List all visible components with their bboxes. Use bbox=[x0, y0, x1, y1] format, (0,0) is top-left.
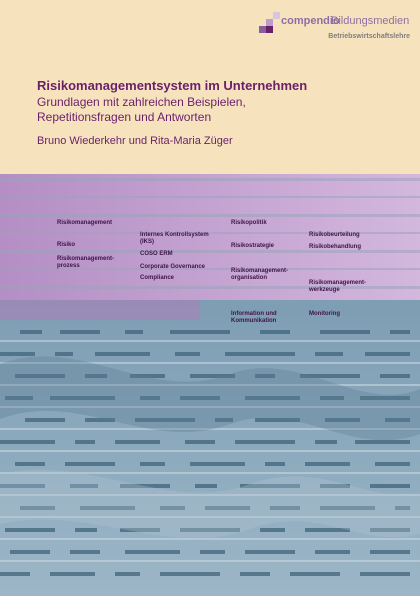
term-risikobehandlung: Risikobehandlung bbox=[309, 244, 362, 250]
subtitle-line-2: Repetitionsfragen und Antworten bbox=[37, 110, 212, 124]
term-monitoring: Monitoring bbox=[309, 311, 340, 317]
term-compliance: Compliance bbox=[140, 275, 175, 281]
term-risikomanagementwerkzeuge-line2: werkzeuge bbox=[309, 287, 340, 293]
term-risikostrategie: Risikostrategie bbox=[231, 243, 275, 249]
subtitle-line-1: Grundlagen mit zahlreichen Beispielen, bbox=[37, 95, 246, 109]
book-subtitle bbox=[37, 95, 377, 125]
publisher-division: Bildungsmedien bbox=[331, 15, 410, 27]
publisher-brand: compendio bbox=[281, 15, 340, 27]
term-iks-line1: Internes Kontrollsystem bbox=[140, 232, 209, 238]
term-information-kommunikation-line2: Kommunikation bbox=[231, 318, 277, 324]
term-corporate-governance: Corporate Governance bbox=[140, 264, 206, 270]
logo-squares-icon bbox=[259, 12, 281, 34]
book-authors: Bruno Wiederkehr und Rita-Maria Züger bbox=[37, 135, 233, 147]
keyword-panel bbox=[37, 212, 383, 344]
term-risikomanagementprozess-line1: Risikomanagement- bbox=[57, 256, 115, 262]
term-risikomanagementorganisation-line2: organisation bbox=[231, 275, 268, 281]
term-risiko: Risiko bbox=[57, 242, 76, 248]
term-risikomanagement: Risikomanagement bbox=[57, 220, 113, 226]
term-risikomanagementorganisation-line1: Risikomanagement- bbox=[231, 268, 289, 274]
term-iks-line2: (IKS) bbox=[140, 239, 154, 245]
term-information-kommunikation-line1: Information und bbox=[231, 311, 277, 317]
term-risikopolitik: Risikopolitik bbox=[231, 220, 267, 226]
term-risikomanagementwerkzeuge-line1: Risikomanagement- bbox=[309, 280, 367, 286]
book-title: Risikomanagementsystem im Unternehmen bbox=[37, 78, 308, 93]
term-coso-erm: COSO ERM bbox=[140, 251, 173, 257]
term-risikomanagementprozess-line2: prozess bbox=[57, 263, 80, 269]
term-risikobeurteilung: Risikobeurteilung bbox=[309, 232, 360, 238]
series-name: Betriebswirtschaftslehre bbox=[328, 33, 410, 40]
